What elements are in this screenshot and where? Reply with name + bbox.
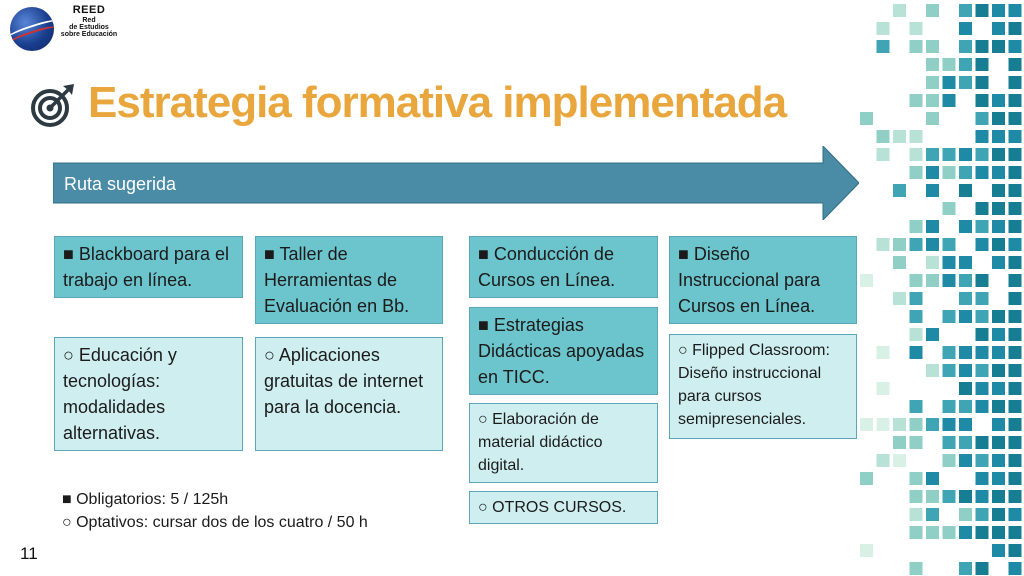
mosaic-tile — [959, 364, 972, 377]
mosaic-tile — [1009, 166, 1022, 179]
mosaic-tile — [1009, 562, 1022, 575]
mosaic-tile — [992, 94, 1005, 107]
mosaic-tile — [1009, 94, 1022, 107]
mosaic-tile — [1009, 526, 1022, 539]
arrow-label: Ruta sugerida — [64, 174, 177, 194]
mosaic-tile — [976, 76, 989, 89]
mosaic-tile — [877, 382, 890, 395]
box-material-didactico: ○ Elaboración de material didáctico digital. — [469, 403, 658, 483]
mosaic-tile — [943, 238, 956, 251]
page-title: Estrategia formativa implementada — [88, 78, 787, 127]
mosaic-tile — [1009, 148, 1022, 161]
mosaic-tile — [976, 400, 989, 413]
logo-title: REED — [72, 4, 106, 16]
box-blackboard: ■ Blackboard para el trabajo en línea. — [54, 236, 243, 298]
mosaic-tile — [1009, 202, 1022, 215]
mosaic-tile — [976, 94, 989, 107]
mosaic-tile — [1009, 76, 1022, 89]
mosaic-tile — [992, 490, 1005, 503]
mosaic-tile — [926, 58, 939, 71]
legend-notes — [62, 488, 368, 534]
mosaic-tile — [976, 310, 989, 323]
page-number: 11 — [20, 544, 38, 563]
mosaic-tile — [1009, 508, 1022, 521]
mosaic-tile — [893, 184, 906, 197]
mosaic-tile — [959, 184, 972, 197]
mosaic-tile — [926, 238, 939, 251]
mosaic-tile — [926, 472, 939, 485]
mosaic-tile — [992, 310, 1005, 323]
mosaic-tile — [1009, 364, 1022, 377]
mosaic-tile — [1009, 58, 1022, 71]
mosaic-tile — [943, 346, 956, 359]
mosaic-tile — [1009, 40, 1022, 53]
mosaic-tile — [926, 526, 939, 539]
mosaic-tile — [926, 148, 939, 161]
mosaic-tile — [943, 76, 956, 89]
mosaic-tile — [943, 490, 956, 503]
mosaic-tile — [926, 490, 939, 503]
mosaic-tile — [1009, 274, 1022, 287]
mosaic-tile — [877, 148, 890, 161]
mosaic-tile — [893, 436, 906, 449]
mosaic-tile — [1009, 346, 1022, 359]
mosaic-tile — [976, 220, 989, 233]
mosaic-tile — [992, 22, 1005, 35]
mosaic-tile — [943, 166, 956, 179]
mosaic-tile — [959, 274, 972, 287]
mosaic-tile — [910, 22, 923, 35]
mosaic-tile — [959, 454, 972, 467]
mosaic-tile — [926, 112, 939, 125]
mosaic-tile — [976, 328, 989, 341]
mosaic-tile — [910, 310, 923, 323]
mosaic-tile — [943, 58, 956, 71]
mosaic-tile — [959, 562, 972, 575]
mosaic-tile — [1009, 130, 1022, 143]
box-estrategias: ■ Estrategias Didácticas apoyadas en TICC. — [469, 307, 658, 395]
mosaic-tile — [1009, 238, 1022, 251]
logo-line-2: de Estudios — [69, 23, 109, 31]
mosaic-tile — [943, 310, 956, 323]
mosaic-tile — [893, 418, 906, 431]
mosaic-tile — [943, 202, 956, 215]
mosaic-tile — [992, 418, 1005, 431]
mosaic-tile — [959, 490, 972, 503]
mosaic-tile — [992, 130, 1005, 143]
mosaic-tile — [910, 220, 923, 233]
mosaic-tile — [926, 94, 939, 107]
mosaic-tile — [877, 418, 890, 431]
mosaic-tile — [926, 328, 939, 341]
mosaic-tile — [976, 562, 989, 575]
mosaic-tile — [992, 382, 1005, 395]
logo-line-3: sobre Educación — [60, 31, 118, 39]
mosaic-tile — [910, 400, 923, 413]
mosaic-tile — [992, 454, 1005, 467]
mosaic-tile — [976, 436, 989, 449]
mosaic-tile — [893, 292, 906, 305]
mosaic-tile — [893, 4, 906, 17]
mosaic-tile — [1009, 382, 1022, 395]
mosaic-tile — [943, 418, 956, 431]
mosaic-tile — [992, 364, 1005, 377]
mosaic-tile — [976, 4, 989, 17]
mosaic-tile — [992, 166, 1005, 179]
mosaic-tile — [992, 220, 1005, 233]
mosaic-tile — [910, 274, 923, 287]
mosaic-tile — [926, 166, 939, 179]
mosaic-tile — [992, 328, 1005, 341]
mosaic-tile — [1009, 328, 1022, 341]
mosaic-tile — [943, 400, 956, 413]
mosaic-tile — [943, 454, 956, 467]
mosaic-tile — [992, 472, 1005, 485]
mosaic-tile — [910, 40, 923, 53]
box-diseno-instruccional: ■ Diseño Instruccional para Cursos en Línea. — [669, 236, 857, 324]
mosaic-tile — [910, 526, 923, 539]
mosaic-tile — [926, 256, 939, 269]
mosaic-tile — [976, 526, 989, 539]
mosaic-tile — [893, 238, 906, 251]
mosaic-tile — [992, 346, 1005, 359]
decorative-mosaic — [858, 0, 1024, 576]
mosaic-tile — [910, 94, 923, 107]
mosaic-tile — [893, 130, 906, 143]
mosaic-tile — [1009, 544, 1022, 557]
mosaic-tile — [926, 274, 939, 287]
box-conduccion: ■ Conducción de Cursos en Línea. — [469, 236, 658, 298]
mosaic-tile — [992, 508, 1005, 521]
mosaic-tile — [959, 58, 972, 71]
mosaic-tile — [976, 40, 989, 53]
mosaic-tile — [992, 400, 1005, 413]
mosaic-tile — [1009, 310, 1022, 323]
mosaic-tile — [926, 364, 939, 377]
mosaic-tile — [992, 436, 1005, 449]
mosaic-tile — [992, 256, 1005, 269]
mosaic-tile — [976, 364, 989, 377]
mosaic-tile — [1009, 490, 1022, 503]
mosaic-tile — [910, 292, 923, 305]
mosaic-tile — [959, 346, 972, 359]
mosaic-tile — [959, 40, 972, 53]
mosaic-tile — [926, 40, 939, 53]
mosaic-tile — [926, 418, 939, 431]
mosaic-tile — [860, 544, 873, 557]
mosaic-tile — [992, 4, 1005, 17]
mosaic-tile — [910, 436, 923, 449]
mosaic-tile — [1009, 220, 1022, 233]
mosaic-tile — [943, 364, 956, 377]
mosaic-tile — [959, 166, 972, 179]
target-icon — [30, 82, 76, 128]
mosaic-tile — [910, 490, 923, 503]
mosaic-tile — [959, 4, 972, 17]
mosaic-tile — [992, 40, 1005, 53]
mosaic-tile — [976, 382, 989, 395]
mosaic-tile — [943, 94, 956, 107]
logo-text — [54, 5, 124, 39]
box-flipped-classroom: ○ Flipped Classroom: Diseño instruccional para cursos semipresenciales. — [669, 334, 857, 439]
mosaic-tile — [877, 346, 890, 359]
mosaic-tile — [976, 490, 989, 503]
mosaic-tile — [976, 274, 989, 287]
mosaic-tile — [860, 112, 873, 125]
mosaic-tile — [877, 40, 890, 53]
note-mandatory: ■ Obligatorios: 5 / 125h — [62, 491, 229, 508]
mosaic-tile — [910, 508, 923, 521]
box-otros-cursos: ○ OTROS CURSOS. — [469, 491, 658, 524]
mosaic-tile — [860, 418, 873, 431]
mosaic-tile — [877, 238, 890, 251]
mosaic-tile — [959, 292, 972, 305]
mosaic-tile — [910, 148, 923, 161]
mosaic-tile — [926, 184, 939, 197]
mosaic-tile — [943, 436, 956, 449]
mosaic-tile — [926, 508, 939, 521]
mosaic-tile — [976, 148, 989, 161]
mosaic-tile — [959, 508, 972, 521]
mosaic-tile — [1009, 292, 1022, 305]
mosaic-tile — [976, 112, 989, 125]
mosaic-tile — [1009, 112, 1022, 125]
mosaic-tile — [910, 346, 923, 359]
mosaic-tile — [959, 400, 972, 413]
mosaic-tile — [976, 508, 989, 521]
mosaic-tile — [910, 238, 923, 251]
mosaic-tile — [1009, 400, 1022, 413]
mosaic-tile — [959, 220, 972, 233]
mosaic-tile — [893, 256, 906, 269]
mosaic-tile — [910, 130, 923, 143]
mosaic-tile — [976, 166, 989, 179]
mosaic-tile — [959, 256, 972, 269]
box-educacion-tecnologias: ○ Educación y tecnologías: modalidades alternativas. — [54, 337, 243, 451]
mosaic-tile — [926, 220, 939, 233]
mosaic-tile — [910, 166, 923, 179]
mosaic-tile — [877, 454, 890, 467]
mosaic-tile — [1009, 454, 1022, 467]
box-aplicaciones: ○ Aplicaciones gratuitas de internet para la docencia. — [255, 337, 443, 451]
mosaic-tile — [1009, 22, 1022, 35]
mosaic-tile — [860, 472, 873, 485]
mosaic-tile — [1009, 4, 1022, 17]
logo-line-1: Red — [82, 16, 96, 24]
box-taller-evaluacion: ■ Taller de Herramientas de Evaluación en Bb. — [255, 236, 443, 324]
mosaic-tile — [1009, 418, 1022, 431]
mosaic-tile — [910, 472, 923, 485]
mosaic-tile — [992, 544, 1005, 557]
mosaic-tile — [943, 148, 956, 161]
mosaic-tile — [926, 4, 939, 17]
mosaic-tile — [976, 238, 989, 251]
mosaic-tile — [1009, 256, 1022, 269]
mosaic-tile — [959, 148, 972, 161]
mosaic-tile — [877, 22, 890, 35]
mosaic-tile — [943, 526, 956, 539]
reed-logo — [10, 5, 120, 55]
globe-icon — [10, 7, 54, 51]
mosaic-tile — [959, 76, 972, 89]
mosaic-tile — [860, 274, 873, 287]
mosaic-tile — [926, 76, 939, 89]
mosaic-tile — [1009, 436, 1022, 449]
mosaic-tile — [992, 202, 1005, 215]
mosaic-tile — [976, 454, 989, 467]
mosaic-tile — [1009, 184, 1022, 197]
mosaic-tile — [976, 202, 989, 215]
mosaic-tile — [976, 292, 989, 305]
mosaic-tile — [959, 382, 972, 395]
mosaic-tile — [959, 22, 972, 35]
mosaic-tile — [910, 328, 923, 341]
mosaic-tile — [976, 58, 989, 71]
mosaic-tile — [943, 256, 956, 269]
mosaic-tile — [992, 112, 1005, 125]
mosaic-tile — [976, 346, 989, 359]
mosaic-tile — [877, 130, 890, 143]
mosaic-tile — [959, 436, 972, 449]
mosaic-tile — [976, 472, 989, 485]
mosaic-tile — [893, 454, 906, 467]
mosaic-tile — [959, 310, 972, 323]
mosaic-tile — [992, 184, 1005, 197]
mosaic-tile — [1009, 472, 1022, 485]
mosaic-tile — [910, 418, 923, 431]
mosaic-tile — [910, 562, 923, 575]
mosaic-tile — [943, 274, 956, 287]
note-optional: ○ Optativos: cursar dos de los cuatro / 50 h — [62, 514, 368, 531]
mosaic-tile — [959, 418, 972, 431]
mosaic-tile — [992, 238, 1005, 251]
mosaic-tile — [992, 148, 1005, 161]
mosaic-tile — [959, 526, 972, 539]
mosaic-tile — [992, 526, 1005, 539]
mosaic-tile — [976, 130, 989, 143]
